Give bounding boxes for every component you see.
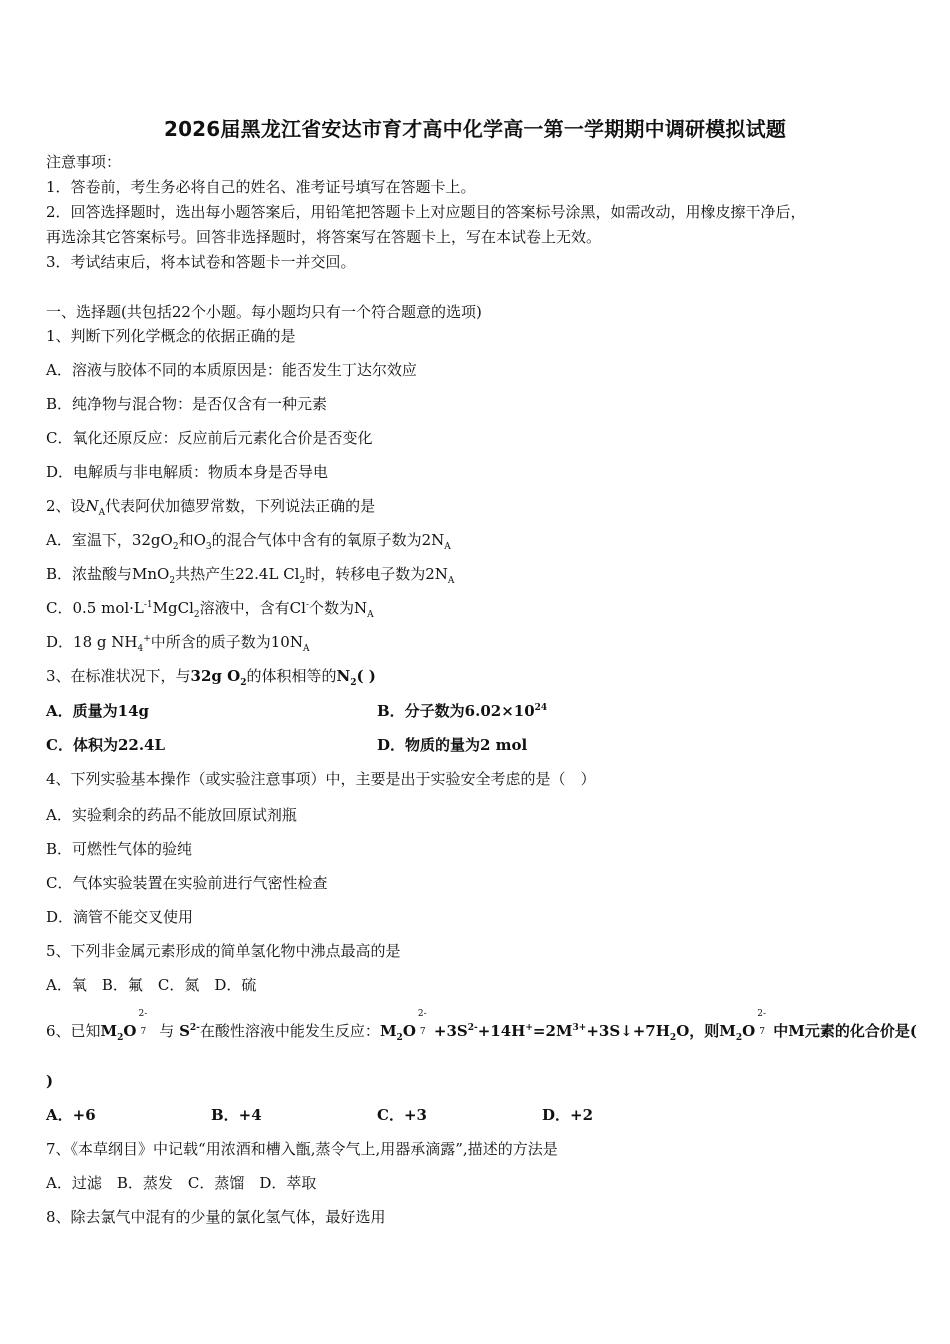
q2-option-b: B．浓盐酸与MnO$_2$共热产生22.4L $Cl_2$时，转移电子数为$2N_A$ <box>46 565 455 586</box>
q1-option-c: C．氧化还原反应：反应前后元素化合价是否变化 <box>46 429 373 447</box>
notice-item-3: 3．考试结束后，将本试卷和答题卡一并交回。 <box>46 253 356 271</box>
ion-charge-2: 2- 7 <box>417 1009 427 1037</box>
q4-option-a: A．实验剩余的药品不能放回原试剂瓶 <box>46 806 297 824</box>
q4-option-b: B．可燃性气体的验纯 <box>46 840 193 858</box>
q3-option-d: D．物质的量为2 mol <box>377 736 528 754</box>
q6-stem: 6、已知$M_2O$ 2- 7 与 $S^{2-}$在酸性溶液中能发生反应：$M_2O$ 2- 7 $+3S^{2-}+14H^+=2M^{3+}+3S↓+7H_2O$，则$M_2O$ 2- 7 中M元素的化合价是( <box>46 1009 917 1043</box>
notice-item-1: 1．答卷前，考生务必将自己的姓名、准考证号填写在答题卡上。 <box>46 178 476 196</box>
q3-option-a: A．质量为14g <box>46 702 150 720</box>
section-heading: 一、选择题(共包括22个小题。每小题均只有一个符合题意的选项) <box>46 303 482 321</box>
ion-charge-1: 2- 7 <box>138 1009 148 1037</box>
q5-stem: 5、下列非金属元素形成的简单氢化物中沸点最高的是 <box>46 942 401 960</box>
q6-option-c: C．+3 <box>377 1106 427 1124</box>
q5-options: A．氧 B．氟 C．氮 D．硫 <box>46 976 257 994</box>
q6-option-a: A．+6 <box>46 1106 96 1124</box>
q3-option-c: C．体积为22.4L <box>46 736 166 754</box>
q4-option-c: C．气体实验装置在实验前进行气密性检查 <box>46 874 328 892</box>
notice-heading: 注意事项： <box>46 153 122 171</box>
q6-option-b: B．+4 <box>211 1106 262 1124</box>
q7-options: A．过滤 B．蒸发 C．蒸馏 D．萃取 <box>46 1174 317 1192</box>
q1-stem: 1、判断下列化学概念的依据正确的是 <box>46 327 296 345</box>
q7-stem: 7、《本草纲目》中记载“用浓酒和槽入甑,蒸令气上,用器承滴露”,描述的方法是 <box>46 1140 558 1158</box>
q2-option-c: C．0.5 $mol\cdot L^{-1}MgCl_2$溶液中，含有Cl-个数为$N_A$ <box>46 599 374 620</box>
q6-option-d: D．+2 <box>542 1106 594 1124</box>
q8-stem: 8、除去氯气中混有的少量的氯化氢气体，最好选用 <box>46 1208 386 1226</box>
ion-charge-3: 2- 7 <box>757 1009 766 1037</box>
q1-option-d: D．电解质与非电解质：物质本身是否导电 <box>46 463 329 481</box>
q6-stem-close: ) <box>46 1072 54 1090</box>
q2-stem: 2、设$N_A$代表阿伏加德罗常数，下列说法正确的是 <box>46 497 376 518</box>
notice-item-2: 2．回答选择题时，选出每小题答案后，用铅笔把答题卡上对应题目的答案标号涂黑，如需改动，用橡皮擦干净后， <box>46 203 806 221</box>
q1-option-a: A．溶液与胶体不同的本质原因是：能否发生丁达尔效应 <box>46 361 417 379</box>
q4-option-d: D．滴管不能交叉使用 <box>46 908 194 926</box>
q1-option-b: B．纯净物与混合物：是否仅含有一种元素 <box>46 395 328 413</box>
q4-stem: 4、下列实验基本操作（或实验注意事项）中，主要是出于实验安全考虑的是（ ） <box>46 770 596 788</box>
q3-stem: 3、在标准状况下，与32g $O_2$的体积相等的$N_2$( ) <box>46 667 376 688</box>
q2-option-a: A．室温下，$32gO_2$和$O_3$的混合气体中含有的氧原子数为$2N_A$ <box>46 531 451 552</box>
q3-option-b: B．分子数为$6.02\times 10^{24}$ <box>377 702 548 720</box>
page-title: 2026届黑龙江省安达市育才高中化学高一第一学期期中调研模拟试题 <box>163 117 787 141</box>
q2-option-d: D．18 g $NH_4^+$中所含的质子数为$10N_A$ <box>46 633 310 654</box>
notice-item-2-cont: 再选涂其它答案标号。回答非选择题时，将答案写在答题卡上，写在本试卷上无效。 <box>46 228 602 246</box>
